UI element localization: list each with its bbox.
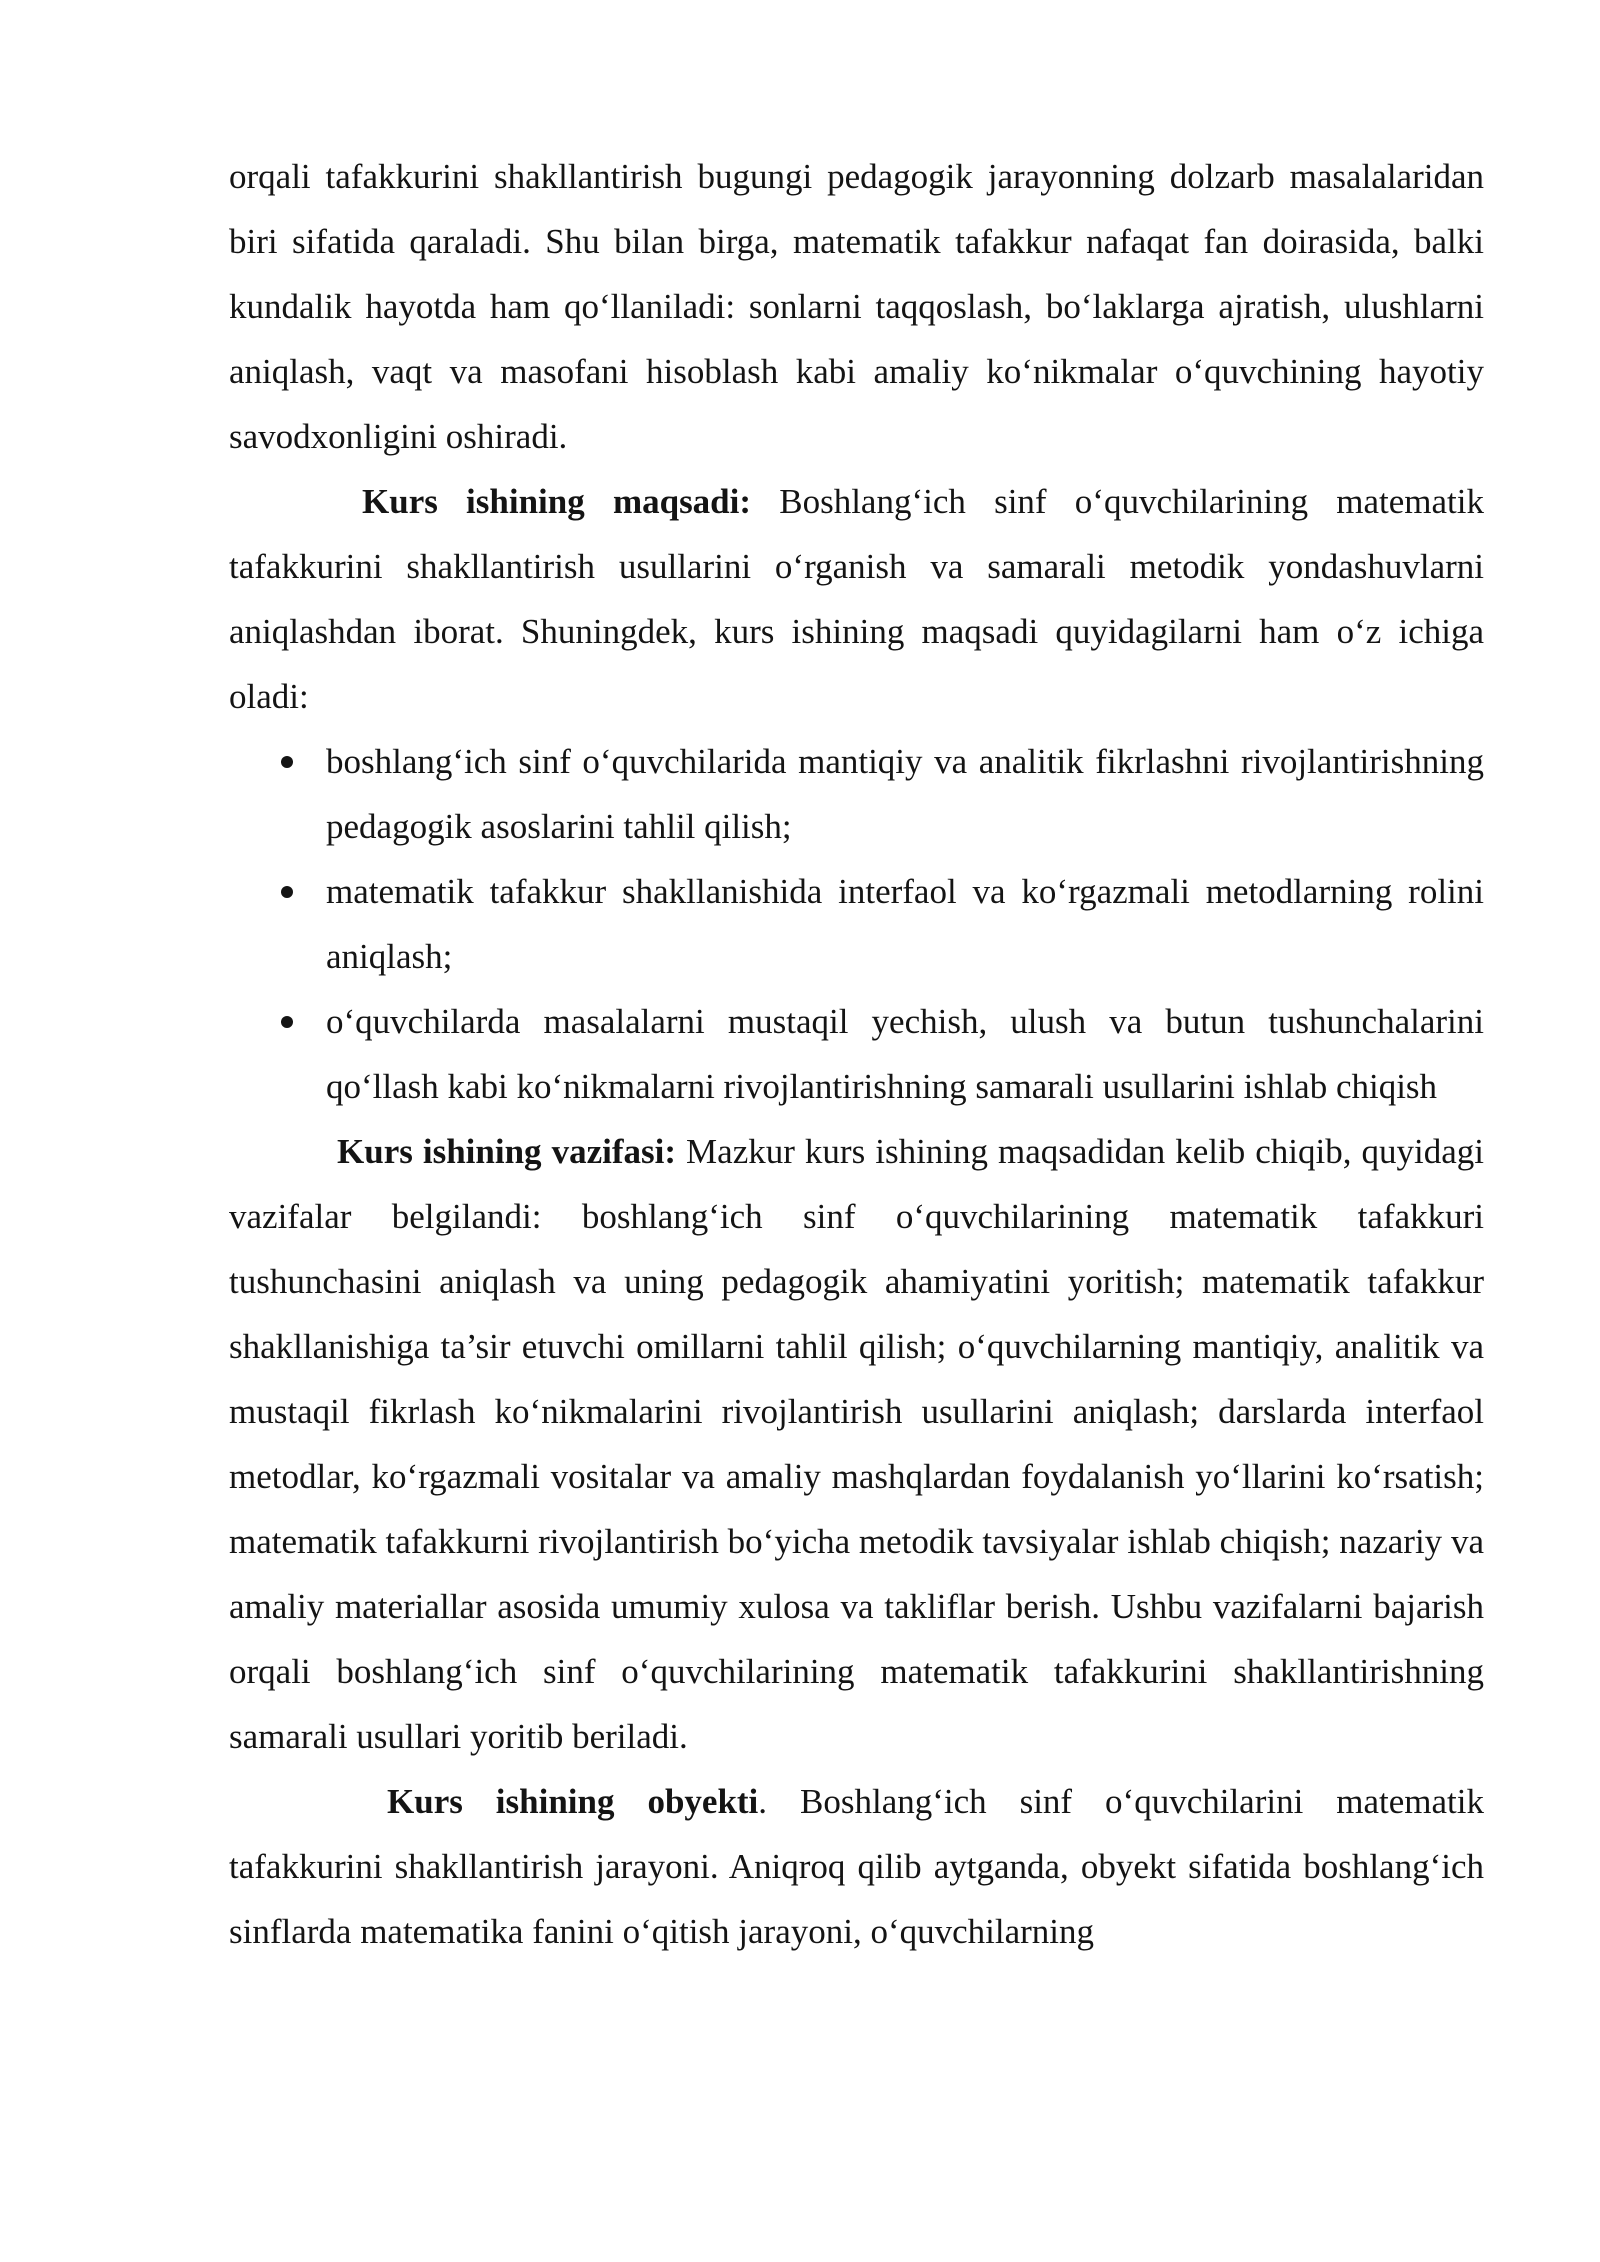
obyekt-heading: Kurs ishining obyekti <box>387 1782 759 1821</box>
vazifa-heading: Kurs ishining vazifasi: <box>337 1132 677 1171</box>
bullet-icon <box>281 1016 293 1028</box>
obyekt-text: . Boshlang‘ich sinf o‘quvchilarini matematik tafakkurini shakllantirish jarayoni. Aniqroq qilib aytganda, obyekt sifatida boshlang‘ich sinflarda matematika fanini o‘qitish jarayoni, o‘quvchilarning <box>229 1782 1484 1951</box>
bullet-icon <box>281 886 293 898</box>
list-item <box>229 859 1484 989</box>
obyekt-paragraph <box>229 1769 1484 1964</box>
intro-text: orqali tafakkurini shakllantirish bugungi pedagogik jarayonning dolzarb masalalaridan biri sifatida qaraladi. Shu bilan birga, matematik tafakkur nafaqat fan doirasida, balki kundalik hayotda ham qo‘llaniladi: sonlarni taqqoslash, bo‘laklarga ajratish, ulushlarni aniqlash, vaqt va masofani hisoblash kabi amaliy ko‘nikmalar o‘quvchining hayotiy savodxonligini oshiradi. <box>229 157 1484 456</box>
list-item <box>229 729 1484 859</box>
list-item-text: boshlang‘ich sinf o‘quvchilarida mantiqiy va analitik fikrlashni rivojlantirishning pedagogik asoslarini tahlil qilish; <box>326 742 1484 846</box>
list-item <box>229 989 1484 1119</box>
vazifa-text: Mazkur kurs ishining maqsadidan kelib chiqib, quyidagi vazifalar belgilandi: boshlang‘ich sinf o‘quvchilarining matematik tafakkuri tushunchasini aniqlash va uning pedagogik ahamiyatini yoritish; matematik tafakkur shakllanishiga ta’sir etuvchi omillarni tahlil qilish; o‘quvchilarning mantiqiy, analitik va mustaqil fikrlash ko‘nikmalarini rivojlantirish usullarini aniqlash; darslarda interfaol metodlar, ko‘rgazmali vositalar va amaliy mashqlardan foydalanish yo‘llarini ko‘rsatish; matematik tafakkurni rivojlantirish bo‘yicha metodik tavsiyalar ishlab chiqish; nazariy va amaliy materiallar asosida umumiy xulosa va takliflar berish. Ushbu vazifalarni bajarish orqali boshlang‘ich sinf o‘quvchilarining matematik tafakkurini shakllantirishning samarali usullari yoritib beriladi. <box>229 1132 1484 1756</box>
maqsad-heading: Kurs ishining maqsadi: <box>362 482 752 521</box>
maqsad-bullet-list <box>229 729 1484 1119</box>
list-item-text: matematik tafakkur shakllanishida interfaol va ko‘rgazmali metodlarning rolini aniqlash; <box>326 872 1484 976</box>
bullet-icon <box>281 756 293 768</box>
list-item-text: o‘quvchilarda masalalarni mustaqil yechish, ulush va butun tushunchalarini qo‘llash kabi ko‘nikmalarni rivojlantirishning samarali usullarini ishlab chiqish <box>326 1002 1484 1106</box>
document-page <box>229 144 1484 1964</box>
intro-paragraph <box>229 144 1484 469</box>
maqsad-text: Boshlang‘ich sinf o‘quvchilarining matematik tafakkurini shakllantirish usullarini o‘rganish va samarali metodik yondashuvlarni aniqlashdan iborat. Shuningdek, kurs ishining maqsadi quyidagilarni ham o‘z ichiga oladi: <box>229 482 1484 716</box>
vazifa-paragraph <box>229 1119 1484 1769</box>
maqsad-paragraph <box>229 469 1484 729</box>
